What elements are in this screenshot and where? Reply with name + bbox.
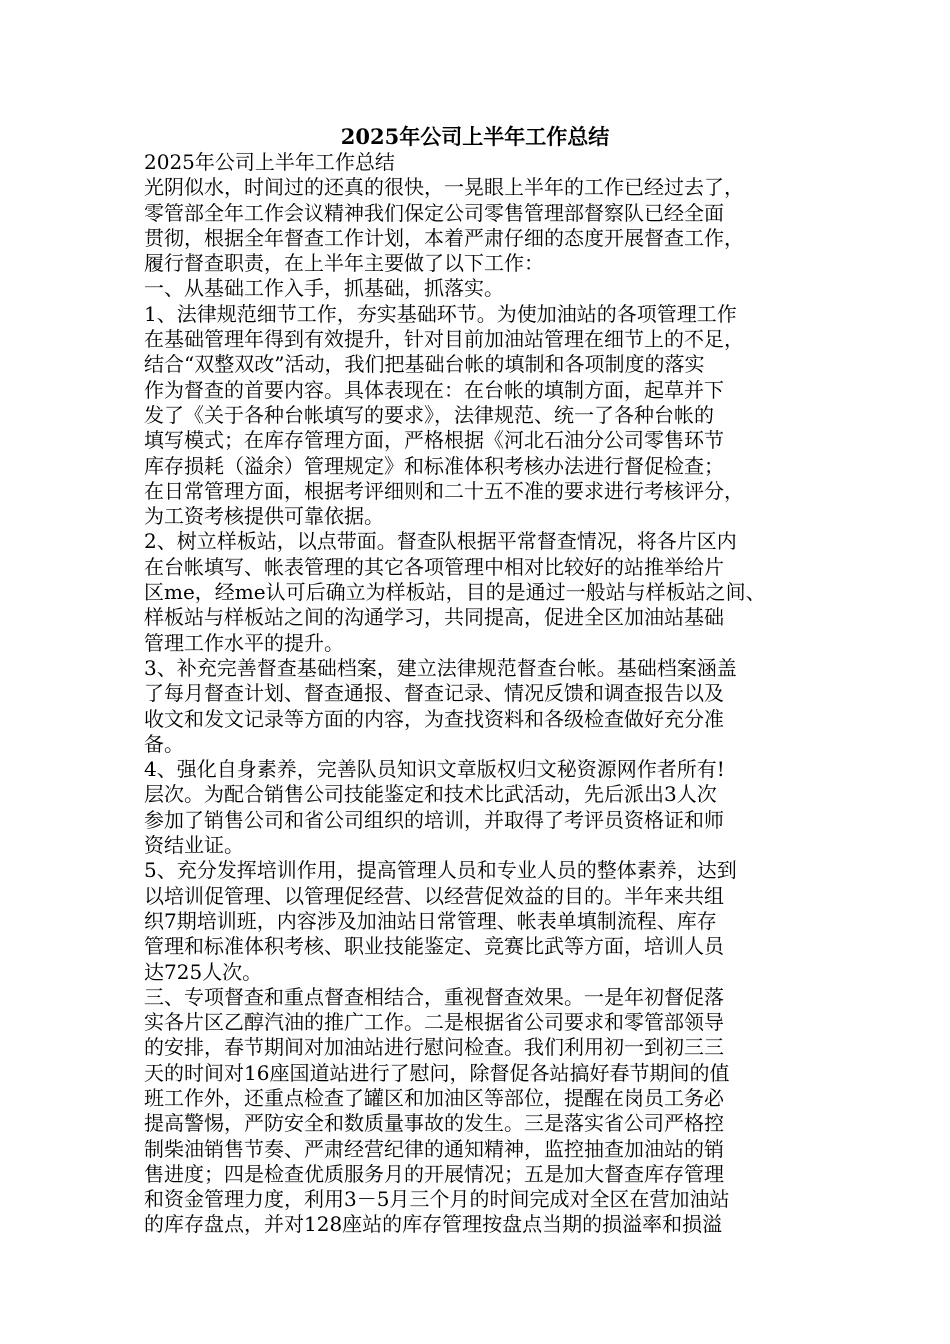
- paragraph-line: 1、法律规范细节工作，夯实基础环节。为使加油站的各项管理工作: [144, 301, 737, 326]
- paragraph-line: 实各片区乙醇汽油的推广工作。二是根据省公司要求和零管部领导: [144, 1010, 724, 1035]
- paragraph-line: 参加了销售公司和省公司组织的培训，并取得了考评员资格证和师: [144, 807, 724, 832]
- paragraph-line: 备。: [144, 731, 184, 756]
- paragraph-line: 一、从基础工作入手，抓基础，抓落实。: [144, 276, 504, 301]
- paragraph-line: 管理工作水平的提升。: [144, 630, 344, 655]
- paragraph-line: 的安排，春节期间对加油站进行慰问检查。我们利用初一到初三三: [144, 1035, 724, 1060]
- paragraph-line: 4、强化自身素养，完善队员知识文章版权归文秘资源网作者所有!: [144, 757, 725, 782]
- paragraph-line: 制柴油销售节奏、严肃经营纪律的通知精神，监控抽查加油站的销: [144, 1136, 724, 1161]
- paragraph-line: 5、充分发挥培训作用，提高管理人员和专业人员的整体素养，达到: [144, 858, 737, 883]
- paragraph-line: 的库存盘点，并对128座站的库存管理按盘点当期的损溢率和损溢: [144, 1212, 723, 1237]
- paragraph-line: 为工资考核提供可靠依据。: [144, 504, 384, 529]
- paragraph-line: 在日常管理方面，根据考评细则和二十五不准的要求进行考核评分，: [144, 478, 744, 503]
- paragraph-line: 2、树立样板站，以点带面。督查队根据平常督查情况，将各片区内: [144, 529, 737, 554]
- paragraph-line: 发了《关于各种台帐填写的要求》，法律规范、统一了各种台帐的: [144, 402, 714, 427]
- paragraph-line: 天的时间对16座国道站进行了慰问，除督促各站搞好春节期间的值: [144, 1060, 730, 1085]
- paragraph-line: 光阴似水，时间过的还真的很快，一晃眼上半年的工作已经过去了，: [144, 175, 744, 200]
- paragraph-line: 填写模式；在库存管理方面，严格根据《河北石油分公司零售环节: [144, 428, 724, 453]
- paragraph-line: 资结业证。: [144, 833, 244, 858]
- paragraph-line: 班工作外，还重点检查了罐区和加油区等部位，提醒在岗员工务必: [144, 1085, 724, 1110]
- paragraph-line: 履行督查职责，在上半年主要做了以下工作：: [144, 251, 544, 276]
- paragraph-line: 在台帐填写、帐表管理的其它各项管理中相对比较好的站推举给片: [144, 554, 724, 579]
- paragraph-line: 库存损耗（溢余）管理规定》和标准体积考核办法进行督促检查；: [144, 453, 724, 478]
- paragraph-line: 在基础管理年得到有效提升，针对目前加油站管理在细节上的不足，: [144, 327, 744, 352]
- paragraph-line: 达725人次。: [144, 959, 263, 984]
- paragraph-line: 织7期培训班，内容涉及加油站日常管理、帐表单填制流程、库存: [144, 908, 717, 933]
- document-subtitle-line: 2025年公司上半年工作总结: [144, 150, 395, 174]
- paragraph-line: 三、专项督查和重点督查相结合，重视督查效果。一是年初督促落: [144, 984, 724, 1009]
- paragraph-line: 售进度；四是检查优质服务月的开展情况；五是加大督查库存管理: [144, 1161, 724, 1186]
- paragraph-line: 样板站与样板站之间的沟通学习，共同提高，促进全区加油站基础: [144, 605, 724, 630]
- paragraph-line: 以培训促管理、以管理促经营、以经营促效益的目的。半年来共组: [144, 883, 724, 908]
- paragraph-line: 区me，经me认可后确立为样板站，目的是通过一般站与样板站之间、: [144, 580, 766, 605]
- document-body: [144, 150, 834, 1238]
- document-title: 2025年公司上半年工作总结: [340, 124, 610, 149]
- paragraph-line: 和资金管理力度，利用3－5月三个月的时间完成对全区在营加油站: [144, 1187, 730, 1212]
- paragraph-line: 零管部全年工作会议精神我们保定公司零售管理部督察队已经全面: [144, 200, 724, 225]
- paragraph-line: 作为督查的首要内容。具体表现在：在台帐的填制方面，起草并下: [144, 377, 724, 402]
- paragraph-line: 管理和标准体积考核、职业技能鉴定、竞赛比武等方面，培训人员: [144, 934, 724, 959]
- paragraph-line: 提高警惕，严防安全和数质量事故的发生。三是落实省公司严格控: [144, 1111, 724, 1136]
- paragraph-line: 层次。为配合销售公司技能鉴定和技术比武活动，先后派出3人次: [144, 782, 717, 807]
- paragraph-line: 贯彻，根据全年督查工作计划，本着严肃仔细的态度开展督查工作，: [144, 225, 744, 250]
- paragraph-line: 了每月督查计划、督查通报、督查记录、情况反馈和调查报告以及: [144, 681, 724, 706]
- paragraph-line: 结合“双整双改”活动，我们把基础台帐的填制和各项制度的落实: [144, 352, 705, 377]
- paragraph-line: 3、补充完善督查基础档案，建立法律规范督查台帐。基础档案涵盖: [144, 655, 737, 680]
- paragraph-line: 收文和发文记录等方面的内容，为查找资料和各级检查做好充分准: [144, 706, 724, 731]
